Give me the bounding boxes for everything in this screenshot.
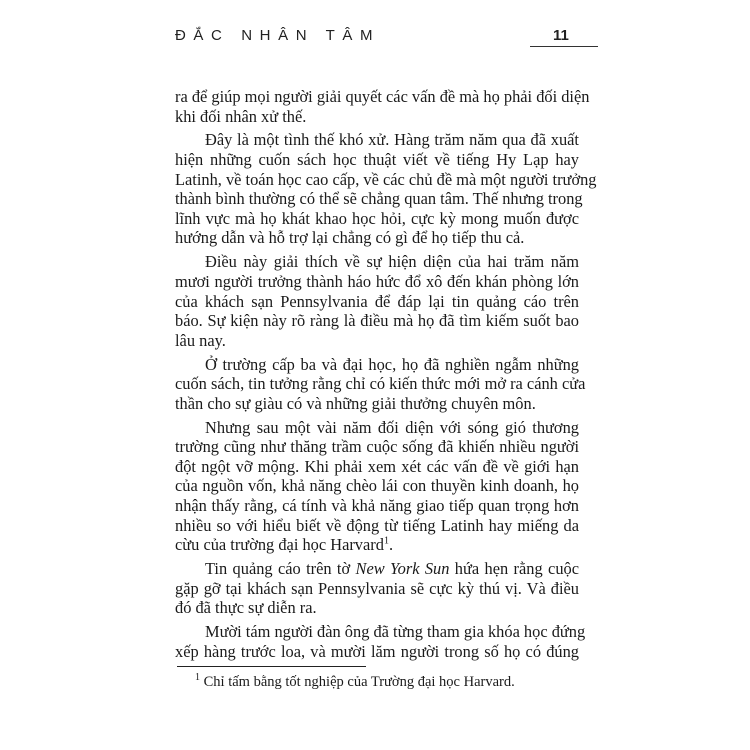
paragraph <box>175 252 579 350</box>
line-text: Tin quảng cáo trên tờ <box>205 559 356 579</box>
page-number: 11 <box>553 27 569 44</box>
text-line: Ở trường cấp ba và đại học, họ đã nghiền ngẫm những <box>205 354 579 374</box>
line-text: cừu của trường đại học Harvard <box>175 535 384 555</box>
text-line <box>175 535 579 555</box>
text-line: khi đối nhân xử thế. <box>175 106 307 126</box>
text-line: trường cũng như thăng trầm cuộc sống đã khiến nhiều người <box>175 437 579 457</box>
text-line: Latinh, về toán học cao cấp, về các chủ đề mà một người trưởng <box>175 169 597 189</box>
paragraph <box>175 354 586 414</box>
text-line: Nhưng sau một vài năm đối diện với sóng gió thương <box>205 417 579 437</box>
text-line: lĩnh vực mà họ khát khao học hỏi, cực kỳ mong muốn được <box>175 208 579 228</box>
text-line: xếp hàng trước loa, và mười lăm người trong số họ có đúng <box>175 641 579 661</box>
text-line: thành bình thường có thể sẽ chẳng quan tâm. Thế nhưng trong <box>175 189 583 209</box>
footnote-text: Chỉ tấm bằng tốt nghiệp của Trường đại học Harvard. <box>200 674 515 690</box>
book-title: ĐẮC NHÂN TÂM <box>175 27 381 44</box>
text-line <box>175 559 579 579</box>
text-line: gặp gỡ tại khách sạn Pennsylvania sẽ cực kỳ thú vị. Và điều <box>175 578 579 598</box>
text-line: của khách sạn Pennsylvania để đáp lại tin quảng cáo trên <box>175 291 579 311</box>
page-body <box>175 87 597 666</box>
footnote-reference[interactable]: 1 <box>383 535 389 547</box>
paragraph <box>175 418 579 555</box>
paragraph <box>175 87 590 126</box>
header-rule <box>530 46 598 47</box>
paragraph <box>175 559 579 618</box>
text-line: của nguồn vốn, khả năng chèo lái con thuyền kinh doanh, họ <box>175 476 579 496</box>
text-line: hiện những cuốn sách học thuật viết về tiếng Hy Lạp hay <box>175 150 579 170</box>
text-line: đó đã thực sự diễn ra. <box>175 598 317 618</box>
text-line: mươi người trưởng thành háo hức đổ xô đến khán phòng lớn <box>175 271 579 291</box>
text-line: Đây là một tình thế khó xử. Hàng trăm năm qua đã xuất <box>205 130 579 150</box>
footnote-marker: 1 <box>195 672 200 684</box>
footnote <box>195 674 515 691</box>
text-line: Mười tám người đàn ông đã từng tham gia khóa học đứng <box>205 622 586 642</box>
paragraph <box>175 130 597 248</box>
text-line: nhiều so với hiểu biết về động từ tiếng Latinh hay miếng da <box>175 515 579 535</box>
text-line: lâu nay. <box>175 330 226 350</box>
text-line: báo. Sự kiện này rõ ràng là điều mà họ đã tìm kiếm suốt bao <box>175 311 579 331</box>
text-line: hướng dẫn và hỗ trợ lại chẳng có gì để họ tiếp thu cả. <box>175 228 525 248</box>
period: . <box>388 535 394 555</box>
text-line: Điều này giải thích về sự hiện diện của hai trăm năm <box>205 252 579 272</box>
text-line: ra để giúp mọi người giải quyết các vấn đề mà họ phải đối diện <box>175 87 590 106</box>
paragraph <box>175 622 586 661</box>
text-line: nhận thấy rằng, cá tính và khả năng giao tiếp quan trọng hơn <box>175 496 579 516</box>
text-line: thần cho sự giàu có và những giải thưởng chuyên môn. <box>175 393 536 413</box>
footnote-rule <box>177 666 366 667</box>
text-line: cuốn sách, tin tưởng rằng chỉ có kiến thức mới mở ra cánh cửa <box>175 374 586 394</box>
text-line: đột ngột vỡ mộng. Khi phải xem xét các vấn đề về giới hạn <box>175 456 579 476</box>
line-text: hứa hẹn rằng cuộc <box>449 559 579 579</box>
newspaper-title: New York Sun <box>355 559 450 579</box>
